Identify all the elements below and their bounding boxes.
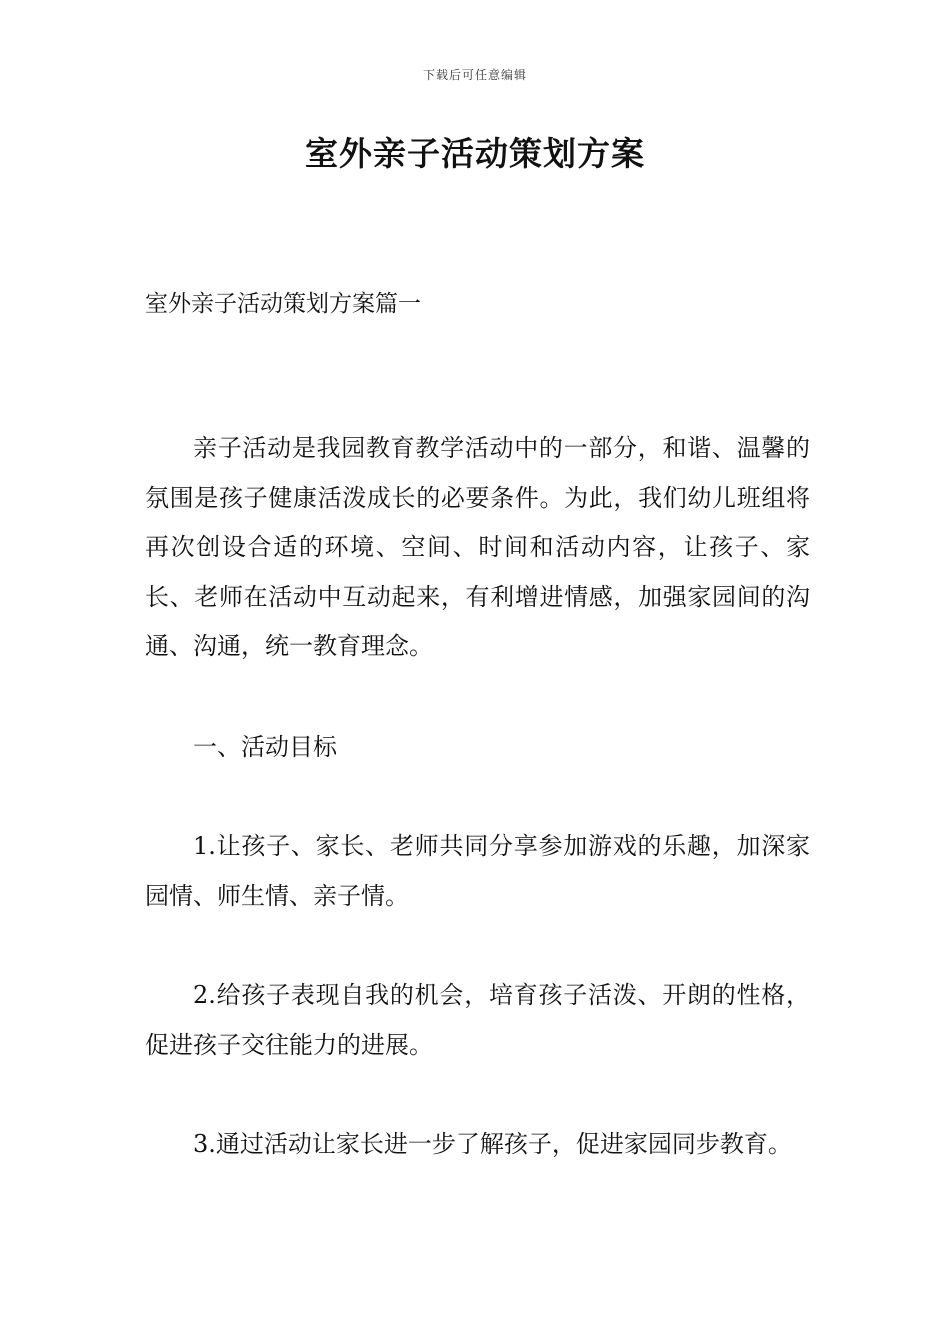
document-title: 室外亲子活动策划方案 bbox=[305, 134, 645, 173]
goal-item-1: 1.让孩子、家长、老师共同分享参加游戏的乐趣，加深家园情、师生情、亲子情。 bbox=[145, 832, 810, 910]
intro-paragraph: 亲子活动是我园教育教学活动中的一部分，和谐、温馨的氛围是孩子健康活泼成长的必要条件。为此，我们幼儿班组将再次创设合适的环境、空间、时间和活动内容，让孩子、家长、老师在活动中互动起来，有利增进情感，加强家园间的沟通、沟通，统一教育理念。 bbox=[145, 434, 810, 660]
header-note: 下载后可任意编辑 bbox=[422, 68, 527, 82]
goal-item-2: 2.给孩子表现自我的机会，培育孩子活泼、开朗的性格，促进孩子交往能力的进展。 bbox=[145, 981, 810, 1059]
goal-item-3: 3.通过活动让家长进一步了解孩子，促进家园同步教育。 bbox=[193, 1130, 792, 1158]
section-heading: 室外亲子活动策划方案篇一 bbox=[145, 291, 421, 317]
goals-heading: 一、活动目标 bbox=[193, 733, 337, 761]
